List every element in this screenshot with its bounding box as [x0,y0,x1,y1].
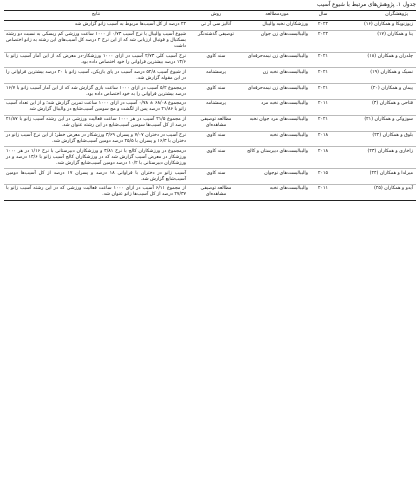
header-year: سال [310,11,336,21]
cell-population: والیبالیست‌های نخبه [244,131,310,147]
cell-method: پرسشنامه [188,68,244,84]
header-method: روش [188,11,244,21]
cell-population: والیبالیست‌های دبیرستان و کالج [244,147,310,169]
header-population: مورد‌مطالعه [244,11,310,21]
cell-population: ورزشکاران نخبه والیبال [244,20,310,30]
cell-author: فتاحی و همکاران (۳) [336,99,416,115]
table-row [4,30,416,52]
cell-year: ۲۰۲۲ [310,30,336,52]
cell-author: ینا و همکاران (۱۷) [336,30,416,52]
cell-result: از شیوع آسیب ۵۲/۸ درصد آسیب در پای بازیکن، آسیب زانو با ۲۰ درصد بیشترین فراوانی را در این مقوله گزارش شد. [4,68,188,84]
cell-method: مطالعه توصیفی مشاهده‌ای [188,184,244,200]
cell-population: والیبالیست‌های نخبه مرد [244,99,310,115]
table-row [4,99,416,115]
cell-author: میرلدا و همکاران (۲۴) [336,169,416,185]
cell-method: سند کاوی [188,84,244,100]
cell-method: سند کاوی [188,131,244,147]
cell-result: درمجموع ۶۸/۰۸ ± ۰/۷۸ آسیب در ازای ۱۰۰۰ ساعت تمرین گزارش شد؛ و از این تعداد آسیب زانو با ۲۱/۸۶ درصد پس از لگشت و مچ سومین آسیب‌شایع در والیبال گزارش شد [4,99,188,115]
table-row [4,52,416,68]
studies-table [4,10,416,201]
cell-result: درمجموع در ورزشکاران کالج با نرخ ۳/۸۱ و ورزشکاران دبیرستانی با نرخ ۱/۱۶ در هر ۱۰۰۰ ورزشکار در معرض آسیب گزارش شد که در ورزشکاران کالج آسیب زانو با ۱۳/۶ درصد و در ورزشکاران دبیرستانی با ۱۰/۲ درصد دومین آسیب‌شایع گزارش شد. [4,147,188,169]
table-header [4,11,416,21]
cell-method: سند کاوی [188,169,244,185]
cell-result: شیوع آسیب والیبال با نرخ آسیب ۰/۷۳ از ۱۰۰۰ ساعت ورزشی کم ریسکی به نسبت دو رشته بسکتبال و فوتبال ارزیابی شد که از این نرخ ۲ درصد کل آسیب‌های این رشته به زانو اختصاص داشت [4,30,188,52]
table-row [4,169,416,185]
cell-population: والیبالیست‌های نخبه زن [244,68,310,84]
cell-method: پرسشنامه [188,99,244,115]
cell-population: والیبالیست‌های مرد جوان نخبه [244,115,310,131]
cell-result: ۲۴ درصد از کل آسیب‌ها مربوط به آسیب زانو گزارش شد [4,20,188,30]
table-body [4,20,416,200]
cell-year: ۲۰۲۱ [310,68,336,84]
cell-method: توصیفی گذشته‌نگر [188,30,244,52]
cell-result: از مجموع ۶/۱۱ آسیب در ازای ۱۰۰۰ ساعت فعالیت ورزشی که در این رشته آسیب زانو با ۲۷/۳۷ درصد از کل آسیب‌ها زانو عنوان شد. [4,184,188,200]
table-row [4,115,416,131]
cell-population: والیبالیست‌های نوجوان [244,169,310,185]
cell-author: چلدران و همکاران (۱۸) [336,52,416,68]
cell-result: نرخ آسیب در دختران ۷/۰۷ و پسران ۳/۶۹ ورزشکار در معرض خطر؛ از این نرخ آسیب زانو در دختران با ۱۶/۳ و پسران با ۲۵/۵ درصد دومین آسیب‌شایع گزارش شد. [4,131,188,147]
cell-year: ۲۰۲۱ [310,84,336,100]
cell-method: سند کاوی [188,147,244,169]
cell-year: ۲۰۱۱ [310,99,336,115]
cell-year: ۲۰۱۸ [310,131,336,147]
cell-result: آسیب زانو در دختران با فراوانی ۱۸ درصد و پسران ۱۷ درصد از کل آسیب‌ها دومین آسیب‌شایع گزارش شد. [4,169,188,185]
cell-year: ۲۰۲۱ [310,52,336,68]
cell-population: والیبالیست‌های زن نیمه‌حرفه‌ای [244,52,310,68]
cell-method: مطالعه توصیفی مشاهده‌ای [188,115,244,131]
table-row [4,84,416,100]
cell-year: ۲۰۲۱ [310,115,336,131]
cell-author: سوزوکی و همکاران (۲۱) [336,115,416,131]
cell-result: درمجموع ۵/۲ آسیب در ازای ۱۰۰۰ ساعت بازی گزارش شد که از این آمار آسیب زانو با ۱۶/۷ درصد بیشترین فراوانی را به خود اختصاص داده بود. [4,84,188,100]
cell-year: ۲۰۱۸ [310,147,336,169]
table-row [4,131,416,147]
table-row [4,68,416,84]
header-author: پژوهشگران [336,11,416,21]
cell-result: از مجموع ۲۱/۵ آسیب در هر ۱۰۰۰ ساعت فعالیت ورزشی در این رشته آسیب زانو با ۲۱/۸۷ درصد از کل آسیب‌ها سومین آسیب‌شایع در این رشته عنوان شد. [4,115,188,131]
cell-population: والیبالیست‌های زن جوان [244,30,310,52]
cell-year: ۲۰۱۵ [310,169,336,185]
table-caption: جدول ۱. پژوهش‌های مرتبط با شیوع آسیب [316,2,416,8]
table-row [4,147,416,169]
cell-method: آنالیز سی آر تی [188,20,244,30]
cell-author: بلوق و همکاران (۲۲) [336,131,416,147]
cell-author: زاخاری و همکاران (۲۳) [336,147,416,169]
cell-method: سند کاوی [188,52,244,68]
cell-result: نرخ آسیب کلی ۲/۷۳ آسیب در ازای ۱۰۰۰ ورزشکار-در معرض که از این آمار آسیب زانو با ۱۳/۶ درصد بیشترین فراوانی را خود اختصاص داده بود. [4,52,188,68]
table-row [4,184,416,200]
header-result: نتایج [4,11,188,21]
cell-author: آیدو و همکاران (۲۵) [336,184,416,200]
cell-author: نسیک و همکاران (۱۹) [336,68,416,84]
cell-author: زیوزنویکا و همکاران (۱۶) [336,20,416,30]
cell-population: والیبالیست‌های زن نیمه‌حرفه‌ای [244,84,310,100]
cell-year: ۲۰۲۲ [310,20,336,30]
cell-author: پیمان و همکاران (۲۰) [336,84,416,100]
cell-year: ۲۰۱۱ [310,184,336,200]
table-row [4,20,416,30]
header-row [4,11,416,21]
cell-population: والیبالیست‌های نخبه [244,184,310,200]
